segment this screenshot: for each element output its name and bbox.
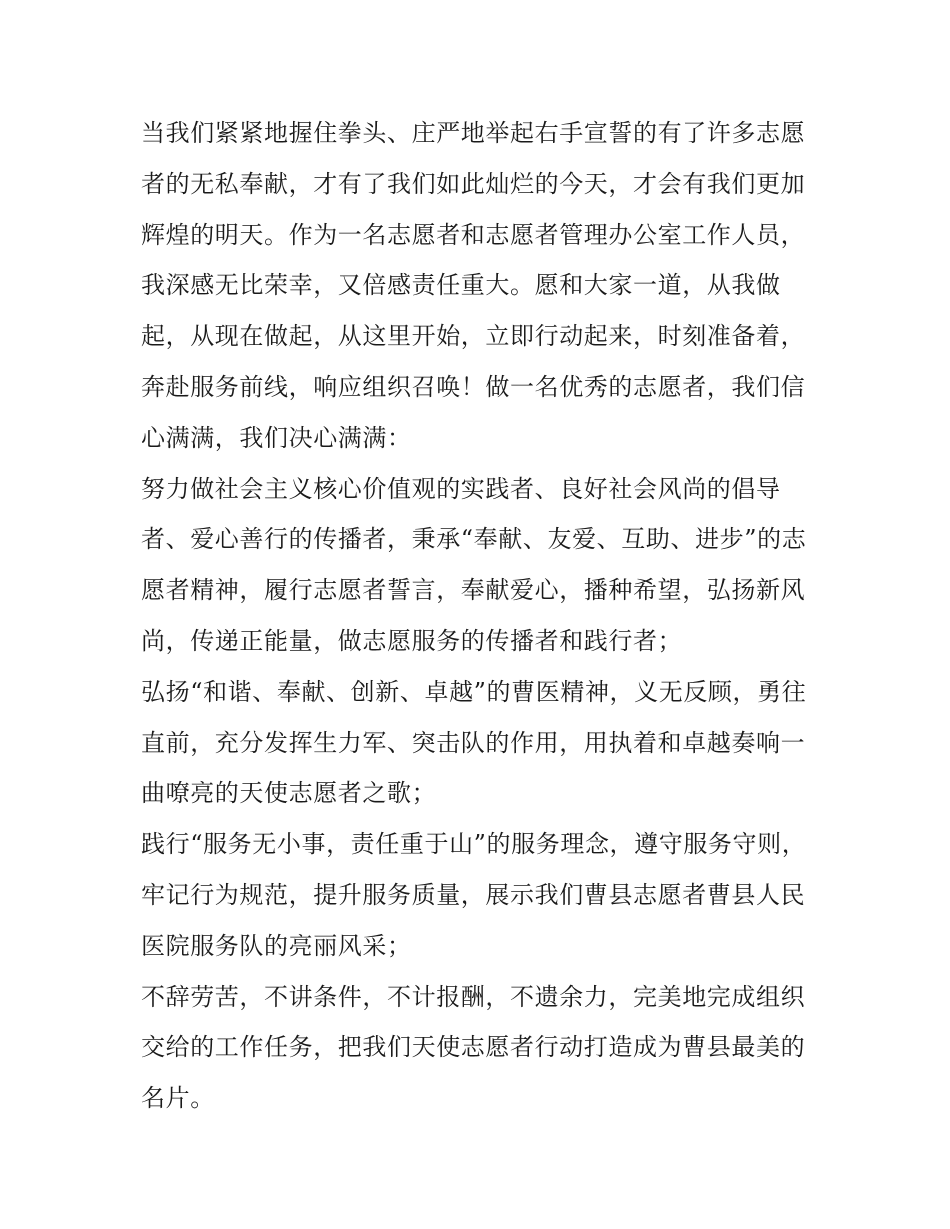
text-line: 当我们紧紧地握住拳头、庄严地举起右手宣誓的有了许多志愿 bbox=[141, 119, 806, 147]
text-line: 者、爱心善行的传播者，秉承“奉献、友爱、互助、进步”的志 bbox=[141, 525, 807, 554]
text-line: 奔赴服务前线，响应组织召唤！做一名优秀的志愿者，我们信 bbox=[141, 372, 806, 401]
text-line: 名片。 bbox=[141, 1084, 215, 1113]
text-line: 弘扬“和谐、奉献、创新、卓越”的曹医精神，义无反顾，勇往 bbox=[141, 677, 807, 706]
text-line: 心满满，我们决心满满： bbox=[141, 423, 412, 452]
text-line: 愿者精神，履行志愿者誓言，奉献爱心，播种希望，弘扬新风 bbox=[141, 576, 806, 605]
text-line: 辉煌的明天。作为一名志愿者和志愿者管理办公室工作人员， bbox=[141, 220, 806, 249]
text-line: 不辞劳苦，不讲条件，不计报酬，不遗余力，完美地完成组织 bbox=[141, 982, 806, 1011]
text-line: 起，从现在做起，从这里开始，立即行动起来，时刻准备着， bbox=[141, 322, 806, 351]
text-line: 我深感无比荣幸，又倍感责任重大。愿和大家一道，从我做 bbox=[141, 271, 781, 300]
text-line: 医院服务队的亮丽风采； bbox=[141, 931, 412, 960]
text-line: 直前，充分发挥生力军、突击队的作用，用执着和卓越奏响一 bbox=[141, 728, 806, 757]
text-line: 努力做社会主义核心价值观的实践者、良好社会风尚的倡导 bbox=[141, 474, 781, 503]
text-line: 交给的工作任务，把我们天使志愿者行动打造成为曹县最美的 bbox=[141, 1033, 806, 1062]
text-line: 践行“服务无小事，责任重于山”的服务理念，遵守服务守则， bbox=[141, 830, 807, 859]
text-line: 牢记行为规范，提升服务质量，展示我们曹县志愿者曹县人民 bbox=[141, 880, 806, 909]
document-body bbox=[141, 108, 821, 1124]
text-line: 曲嘹亮的天使志愿者之歌； bbox=[141, 779, 437, 808]
text-line: 尚，传递正能量，做志愿服务的传播者和践行者； bbox=[141, 626, 683, 655]
text-line: 者的无私奉献，才有了我们如此灿烂的今天，才会有我们更加 bbox=[141, 169, 806, 198]
